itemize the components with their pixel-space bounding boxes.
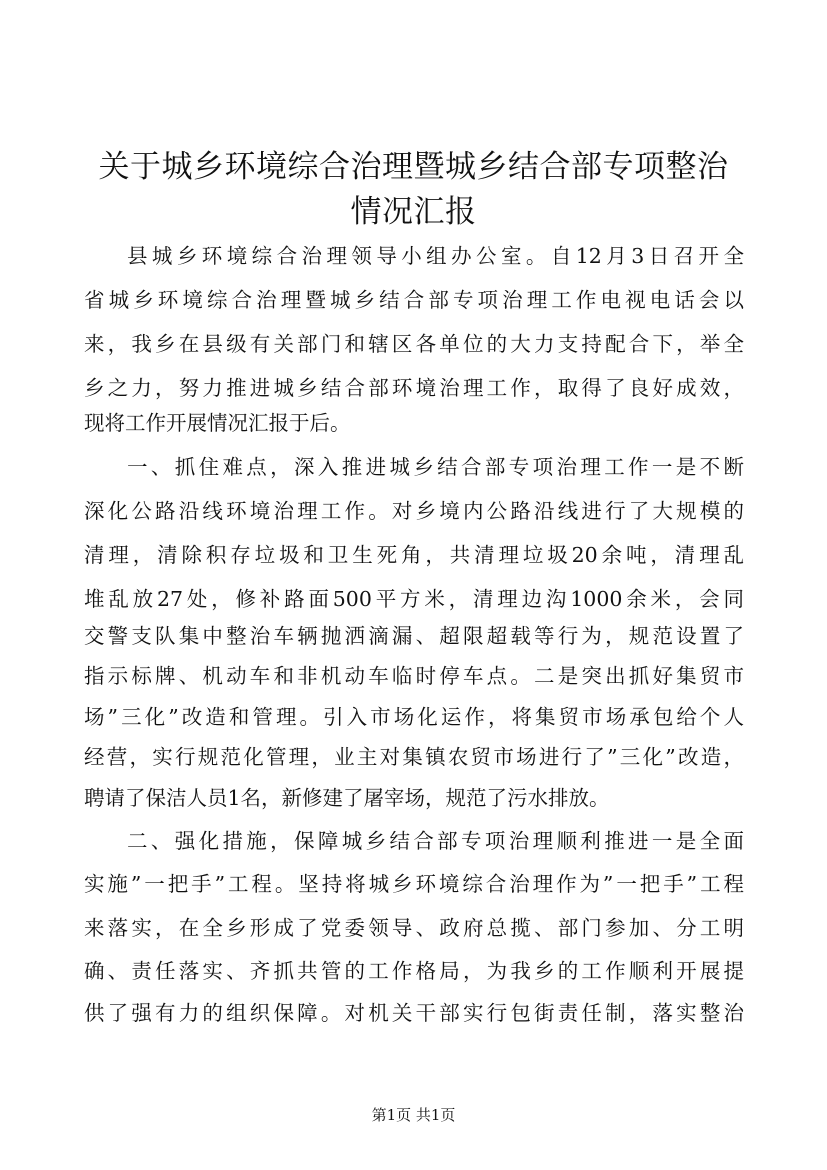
- paragraph-line: 堆乱放27处，修补路面500平方米，清理边沟1000余米，会同: [84, 587, 744, 611]
- paragraph-line: 来落实，在全乡形成了党委领导、政府总揽、部门参加、分工明: [84, 916, 744, 940]
- paragraph-line: 聘请了保洁人员1名，新修建了屠宰场，规范了污水排放。: [84, 786, 610, 810]
- paragraph-line: 乡之力，努力推进城乡结合部环境治理工作，取得了良好成效，: [84, 376, 744, 400]
- page-number-footer: 第1页 共1页: [371, 1106, 456, 1124]
- paragraph-line: 现将工作开展情况汇报于后。: [84, 411, 351, 435]
- paragraph-line: 深化公路沿线环境治理工作。对乡境内公路沿线进行了大规模的: [84, 499, 744, 523]
- paragraph-line: 二、强化措施，保障城乡结合部专项治理顺利推进一是全面: [127, 829, 744, 853]
- paragraph-line: 经营，实行规范化管理，业主对集镇农贸市场进行了”三化”改造，: [84, 745, 744, 769]
- document-title-line-2: 情况汇报: [350, 194, 477, 230]
- paragraph-line: 县城乡环境综合治理领导小组办公室。自12月3日召开全: [127, 244, 744, 268]
- paragraph-line: 场”三化”改造和管理。引入市场化运作，将集贸市场承包给个人: [84, 705, 744, 729]
- paragraph-line: 指示标牌、机动车和非机动车临时停车点。二是突出抓好集贸市: [84, 664, 744, 688]
- paragraph-line: 一、抓住难点，深入推进城乡结合部专项治理工作一是不断: [127, 455, 744, 479]
- paragraph-line: 省城乡环境综合治理暨城乡结合部专项治理工作电视电话会以: [84, 288, 744, 312]
- paragraph-line: 来，我乡在县级有关部门和辖区各单位的大力支持配合下，举全: [84, 332, 744, 356]
- paragraph-line: 供了强有力的组织保障。对机关干部实行包街责任制，落实整治: [84, 1001, 744, 1025]
- paragraph-line: 实施”一把手”工程。坚持将城乡环境综合治理作为”一把手”工程: [84, 872, 744, 896]
- paragraph-line: 交警支队集中整治车辆抛洒滴漏、超限超载等行为，规范设置了: [84, 624, 744, 648]
- paragraph-line: 确、责任落实、齐抓共管的工作格局，为我乡的工作顺利开展提: [84, 959, 744, 983]
- paragraph-line: 清理，清除积存垃圾和卫生死角，共清理垃圾20余吨，清理乱: [84, 543, 744, 567]
- document-title-line-1: 关于城乡环境综合治理暨城乡结合部专项整治: [98, 149, 729, 185]
